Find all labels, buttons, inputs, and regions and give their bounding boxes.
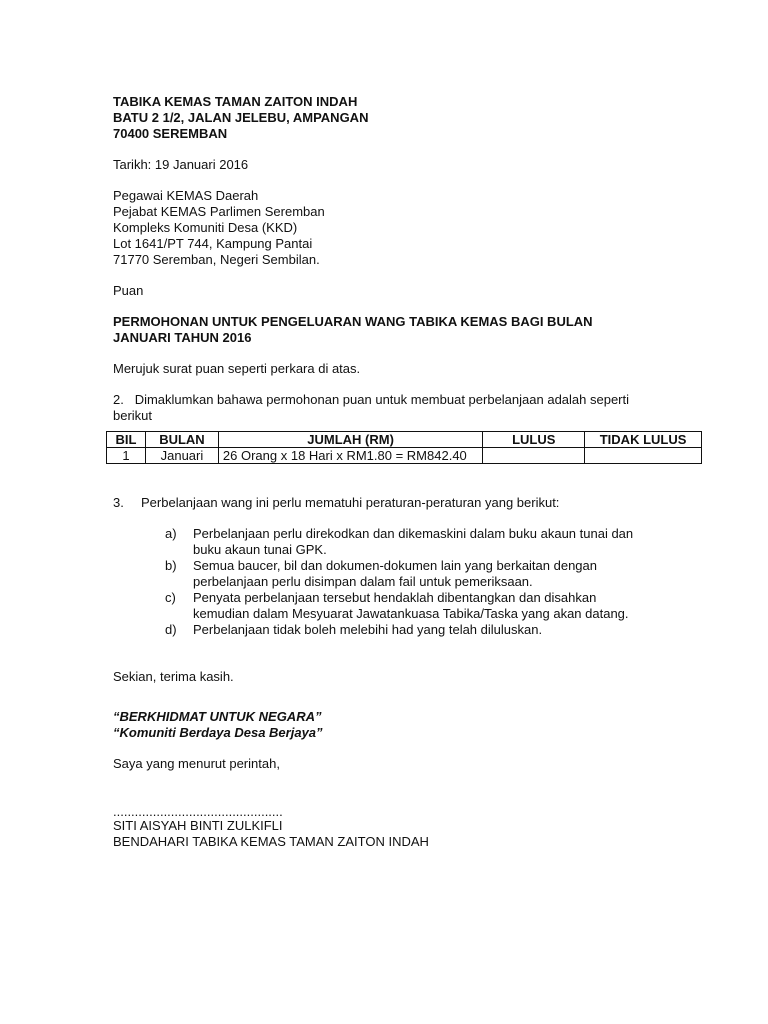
paragraph-2-number: 2. bbox=[113, 392, 124, 407]
list-item bbox=[165, 558, 703, 590]
column-header-bulan: BULAN bbox=[145, 432, 218, 448]
rule-text bbox=[193, 590, 653, 622]
list-item bbox=[165, 590, 703, 622]
cell-lulus bbox=[483, 448, 585, 464]
rule-line-1: Perbelanjaan perlu direkodkan dan dikemaskini dalam buku akaun tunai dan bbox=[193, 526, 634, 541]
paragraph-2 bbox=[113, 392, 703, 424]
cell-jumlah: 26 Orang x 18 Hari x RM1.80 = RM842.40 bbox=[218, 448, 482, 464]
signature-line: ............................................... bbox=[113, 804, 283, 819]
sender-line-3: 70400 SEREMBAN bbox=[113, 126, 228, 141]
rule-text bbox=[193, 526, 653, 558]
signatory-name: SITI AISYAH BINTI ZULKIFLI bbox=[113, 818, 283, 833]
motto-line-1: “BERKHIDMAT UNTUK NEGARA” bbox=[113, 709, 322, 724]
sender-line-1: TABIKA KEMAS TAMAN ZAITON INDAH bbox=[113, 94, 358, 109]
paragraph-3-number: 3. bbox=[113, 495, 124, 510]
signature-block bbox=[113, 806, 703, 850]
column-header-lulus: LULUS bbox=[483, 432, 585, 448]
closing-line: Sekian, terima kasih. bbox=[113, 669, 234, 684]
paragraph-2-line-1: Dimaklumkan bahawa permohonan puan untuk membuat perbelanjaan adalah seperti bbox=[134, 392, 630, 407]
paragraph-3 bbox=[113, 495, 703, 511]
expense-table bbox=[106, 431, 702, 464]
letter-date: Tarikh: 19 Januari 2016 bbox=[113, 157, 249, 172]
recipient-line-3: Kompleks Komuniti Desa (KKD) bbox=[113, 220, 298, 235]
subject-line-1: PERMOHONAN UNTUK PENGELUARAN WANG TABIKA KEMAS BAGI BULAN bbox=[113, 314, 593, 329]
salutation: Puan bbox=[113, 283, 144, 298]
subject-heading bbox=[113, 314, 703, 346]
cell-tidak-lulus bbox=[585, 448, 702, 464]
recipient-line-5: 71770 Seremban, Negeri Sembilan. bbox=[113, 252, 320, 267]
yours-faithfully: Saya yang menurut perintah, bbox=[113, 756, 280, 771]
column-header-tidak-lulus: TIDAK LULUS bbox=[585, 432, 702, 448]
sender-address bbox=[113, 94, 703, 142]
table-header-row bbox=[107, 432, 702, 448]
recipient-line-2: Pejabat KEMAS Parlimen Seremban bbox=[113, 204, 325, 219]
list-item bbox=[165, 526, 703, 558]
sender-line-2: BATU 2 1/2, JALAN JELEBU, AMPANGAN bbox=[113, 110, 369, 125]
table-row bbox=[107, 448, 702, 464]
rule-letter: a) bbox=[165, 526, 177, 541]
reference-paragraph: Merujuk surat puan seperti perkara di atas. bbox=[113, 361, 361, 376]
column-header-bil: BIL bbox=[107, 432, 146, 448]
rule-line-2: perbelanjaan perlu disimpan dalam fail untuk pemeriksaan. bbox=[193, 574, 533, 589]
cell-bil: 1 bbox=[107, 448, 146, 464]
subject-line-2: JANUARI TAHUN 2016 bbox=[113, 330, 252, 345]
column-header-jumlah: JUMLAH (RM) bbox=[218, 432, 482, 448]
rule-letter: c) bbox=[165, 590, 176, 605]
paragraph-2-line-2: berikut bbox=[113, 408, 153, 423]
rule-line-2: buku akaun tunai GPK. bbox=[193, 542, 327, 557]
letter-page bbox=[113, 94, 703, 850]
rule-line-2: kemudian dalam Mesyuarat Jawatankuasa Tabika/Taska yang akan datang. bbox=[193, 606, 629, 621]
rule-text bbox=[193, 622, 653, 638]
rules-list bbox=[165, 526, 703, 638]
rule-line-1: Semua baucer, bil dan dokumen-dokumen lain yang berkaitan dengan bbox=[193, 558, 597, 573]
recipient-line-1: Pegawai KEMAS Daerah bbox=[113, 188, 259, 203]
rule-letter: d) bbox=[165, 622, 177, 637]
signatory-title: BENDAHARI TABIKA KEMAS TAMAN ZAITON INDAH bbox=[113, 834, 429, 849]
paragraph-3-text: Perbelanjaan wang ini perlu mematuhi peraturan-peraturan yang berikut: bbox=[141, 495, 560, 510]
rule-text bbox=[193, 558, 653, 590]
recipient-address bbox=[113, 188, 703, 268]
rule-line-1: Perbelanjaan tidak boleh melebihi had yang telah diluluskan. bbox=[193, 622, 543, 637]
rule-line-1: Penyata perbelanjaan tersebut hendaklah dibentangkan dan disahkan bbox=[193, 590, 597, 605]
list-item bbox=[165, 622, 703, 638]
recipient-line-4: Lot 1641/PT 744, Kampung Pantai bbox=[113, 236, 313, 251]
rule-letter: b) bbox=[165, 558, 177, 573]
motto-line-2: “Komuniti Berdaya Desa Berjaya” bbox=[113, 725, 323, 740]
motto-block bbox=[113, 709, 703, 741]
cell-bulan: Januari bbox=[145, 448, 218, 464]
